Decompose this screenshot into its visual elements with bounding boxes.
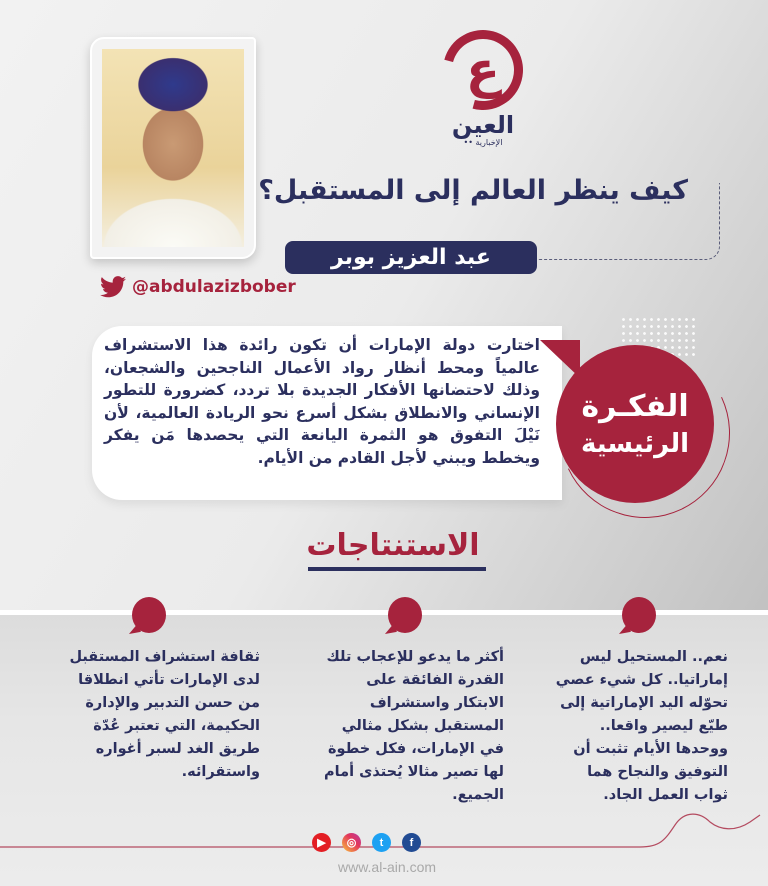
al-ain-logo xyxy=(438,30,548,150)
main-idea-text: اختارت دولة الإمارات أن تكون رائدة هذا الاستشراف عالمياً ومحط أنظار رواد الأعمال الناجحين والشجعان، وذلك لاحتضانها الأفكار الجديدة بلا تردد، كضرورة للتطور الإنساني والانطلاق بشكل أسرع نحو الريادة العالمية، لأن نَيْلَ التفوق هو الثمرة اليانعة التي يحصدها مَن يفكر ويخطط ويبني لأجل القادم من الأيام. xyxy=(104,336,540,467)
badge-line-1: الفكـرة xyxy=(581,389,689,424)
logo-glyph: ع xyxy=(465,41,501,99)
speech-bubble-icon xyxy=(386,597,420,633)
speech-bubble-icon xyxy=(620,597,654,633)
twitter-bird-icon xyxy=(100,276,126,298)
author-photo xyxy=(102,49,244,247)
twitter-handle-row[interactable] xyxy=(100,276,296,298)
conclusion-item-1: نعم.. المستحيل ليس إماراتيا.. كل شيء عصي تحوّله اليد الإماراتية إلى طيّع ليصير واقعا.. ووحدها الأيام تثبت أن التوفيق والنجاح هما ثواب العمل الجاد. xyxy=(555,649,728,803)
author-photo-frame xyxy=(90,37,256,259)
instagram-icon[interactable]: ◎ xyxy=(342,833,361,852)
badge-line-2: الرئيسية xyxy=(580,429,690,459)
main-idea-badge xyxy=(556,345,714,503)
conclusion-item-3: ثقافة استشراف المستقبل لدى الإمارات تأتي انطلاقا من حسن التدبير والإدارة الحكيمة، التي تعتبر عُدّة طريق الغد لسبر أغواره واستقرائه. xyxy=(69,649,260,780)
twitter-handle[interactable]: @abdulazizbober xyxy=(132,277,296,297)
conclusions-underline xyxy=(308,567,486,571)
logo-subtitle: الإخبارية •• xyxy=(463,138,503,147)
social-icons xyxy=(312,833,421,852)
twitter-icon[interactable]: t xyxy=(372,833,391,852)
article-title: كيف ينظر العالم إلى المستقبل؟ xyxy=(258,175,688,206)
logo-name: العين xyxy=(451,111,515,139)
conclusion-item-2: أكثر ما يدعو للإعجاب تلك القدرة الفائقة على الابتكار واستشراف المستقبل بشكل مثالي في الإمارات، فكل خطوة لها تصير مثالا يُحتذى أمام الجميع. xyxy=(324,649,504,803)
website-link[interactable]: www.al-ain.com xyxy=(337,859,437,875)
conclusions-heading: الاستنتاجات xyxy=(306,528,480,563)
youtube-icon[interactable]: ▶ xyxy=(312,833,331,852)
author-name-badge: عبد العزيز بوبر xyxy=(285,241,537,274)
speech-bubble-icon xyxy=(130,597,164,633)
facebook-icon[interactable]: f xyxy=(402,833,421,852)
